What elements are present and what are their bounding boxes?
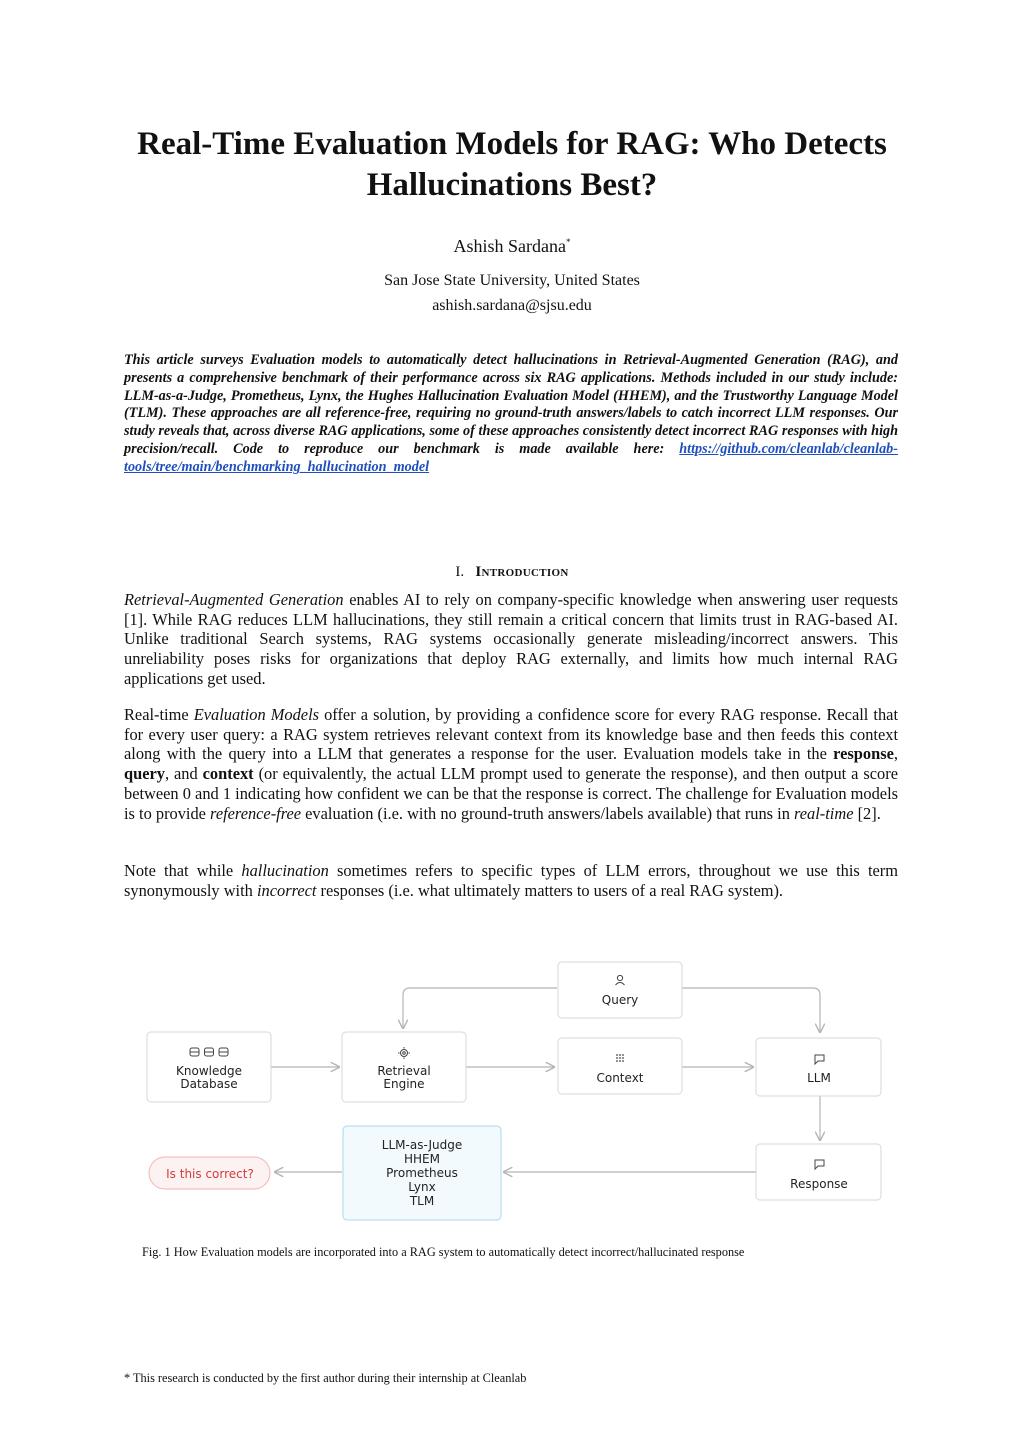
retrieval-label-line1: Retrieval <box>377 1064 431 1078</box>
footnote: * This research is conducted by the first author during their internship at Cleanlab <box>124 1371 527 1385</box>
kb-label-line2: Database <box>180 1077 238 1091</box>
section-title: Introduction <box>475 564 569 580</box>
node-query <box>558 962 682 1018</box>
code-link[interactable]: https://github.com/cleanlab/cleanlab-tools/tree/main/benchmarking_hallucination_model <box>124 440 898 475</box>
rag-diagram <box>120 950 910 1240</box>
node-knowledge-database <box>147 1032 271 1102</box>
kb-label-line1: Knowledge <box>176 1064 242 1078</box>
emphasis-text: reference-free <box>210 803 302 823</box>
arrow-query-to-retrieval <box>403 988 557 1028</box>
paragraph-text: responses (i.e. what ultimately matters to users of a real RAG system). <box>316 880 784 900</box>
section-heading <box>0 564 1024 581</box>
retrieval-label-line2: Engine <box>383 1077 425 1091</box>
question-label: Is this correct? <box>166 1167 254 1181</box>
node-llm <box>756 1038 881 1096</box>
paragraph-text: enables AI to rely on company-specific knowledge when answering user requests [1]. While RAG reduces LLM hallucinations, they still remain a critical concern that limits trust in RAG-based AI. Unlike traditional Search systems, RAG systems occasionally generate misleading/incorrect answers. This unreliability poses risks for organizations that deploy RAG externally, and limits how much internal RAG applications get used. <box>124 590 898 688</box>
node-evaluation-models <box>343 1126 501 1220</box>
author-email: ashish.sardana@sjsu.edu <box>432 297 592 314</box>
paragraph-text: evaluation (i.e. with no ground-truth answers/labels available) that runs in <box>301 803 794 823</box>
bold-text: context <box>202 764 254 784</box>
paragraph-text: (or equivalently, the actual LLM prompt used to generate the response), and then output a score between 0 and 1 indicating how confident we can be that the response is correct. The challenge for Evaluation models is to provide <box>124 764 898 823</box>
query-label: Query <box>601 993 639 1007</box>
figure-caption: Fig. 1 How Evaluation models are incorporated into a RAG system to automatically detect incorrect/hallucinated response <box>142 1245 745 1259</box>
intro-paragraph-2 <box>124 705 898 823</box>
paragraph-text: Note that while <box>124 861 242 880</box>
context-label: Context <box>596 1071 644 1085</box>
intro-paragraph-3 <box>124 861 898 900</box>
intro-paragraph-1 <box>124 590 898 689</box>
arrow-query-to-llm <box>682 988 820 1032</box>
eval-model-4: Lynx <box>408 1180 436 1194</box>
emphasis-text: incorrect <box>256 880 317 900</box>
abstract <box>124 352 898 477</box>
emphasis-text: real-time <box>794 803 854 823</box>
section-number: I. <box>455 564 465 580</box>
paper-title: Real-Time Evaluation Models for RAG: Who Detects Hallucinations Best? <box>137 126 887 203</box>
grid-icon <box>616 1054 624 1062</box>
node-is-this-correct <box>149 1157 270 1189</box>
paragraph-text: Real-time <box>124 705 194 724</box>
paragraph-text: [2]. <box>853 803 881 823</box>
author-name: Ashish Sardana <box>453 236 566 256</box>
eval-model-1: LLM-as-Judge <box>381 1138 463 1152</box>
affiliation-block <box>0 268 1024 318</box>
paragraph-text: sometimes refers to specific types of LLM errors, throughout we use this term synonymously with <box>124 861 898 900</box>
node-retrieval-engine <box>342 1032 466 1102</box>
emphasis-text: Retrieval-Augmented Generation <box>124 590 344 609</box>
node-response <box>756 1144 881 1200</box>
affiliation: San Jose State University, United States <box>384 272 640 289</box>
paragraph-text: , and <box>164 764 203 784</box>
eval-model-5: TLM <box>409 1194 435 1208</box>
response-label: Response <box>790 1177 848 1191</box>
eval-model-3: Prometheus <box>386 1166 458 1180</box>
author-line <box>0 236 1024 257</box>
author-footnote-marker: * <box>565 237 571 247</box>
bold-text: query <box>124 764 165 784</box>
abstract-text: This article surveys Evaluation models to automatically detect hallucinations in Retrieval-Augmented Generation (RAG), and presents a comprehensive benchmark of their performance across six RAG applications. Methods included in our study include: LLM-as-a-Judge, Prometheus, Lynx, the Hughes Hallucination Evaluation Model (HHEM), and the Trustworthy Language Model (TLM). These approaches are all reference-free, requiring no ground-truth answers/labels to catch incorrect LLM responses. Our study reveals that, across diverse RAG applications, some of these approaches consistently detect incorrect RAG responses with high precision/recall. Code to reproduce our benchmark is made available here: <box>124 352 898 457</box>
paragraph-text: , <box>893 744 898 764</box>
paragraph-text: offer a solution, by providing a confidence score for every RAG response. Recall that for every user query: a RAG system retrieves relevant context from its knowledge base and then feeds this context along with the query into a LLM that generates a response for the user. Evaluation models take in the <box>124 705 898 764</box>
node-context <box>558 1038 682 1094</box>
emphasis-text: Evaluation Models <box>193 705 320 724</box>
llm-label: LLM <box>807 1071 831 1085</box>
emphasis-text: hallucination <box>241 861 329 880</box>
bold-text: response <box>833 744 894 764</box>
eval-model-2: HHEM <box>404 1152 440 1166</box>
